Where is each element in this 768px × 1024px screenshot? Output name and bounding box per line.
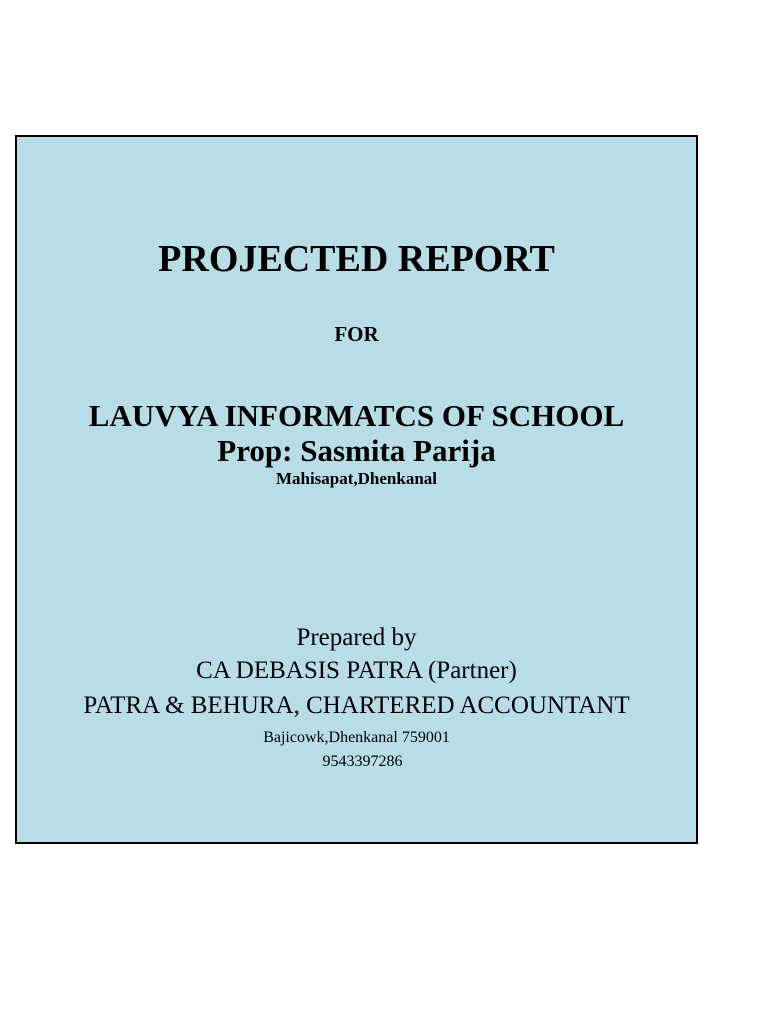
business-location: Mahisapat,Dhenkanal xyxy=(275,469,438,488)
report-title: PROJECTED REPORT xyxy=(158,238,555,280)
cover-panel xyxy=(15,135,698,844)
proprietor-name: Prop: Sasmita Parija xyxy=(217,433,496,468)
prepared-by-label: Prepared by xyxy=(296,624,417,651)
preparer-phone: 9543397286 xyxy=(322,753,403,770)
preparer-name: CA DEBASIS PATRA (Partner) xyxy=(196,657,517,684)
for-label: FOR xyxy=(334,322,379,346)
business-name: LAUVYA INFORMATCS OF SCHOOL xyxy=(88,398,625,433)
preparer-firm: PATRA & BEHURA, CHARTERED ACCOUNTANT xyxy=(83,692,630,719)
preparer-address: Bajicowk,Dhenkanal 759001 xyxy=(263,729,450,746)
